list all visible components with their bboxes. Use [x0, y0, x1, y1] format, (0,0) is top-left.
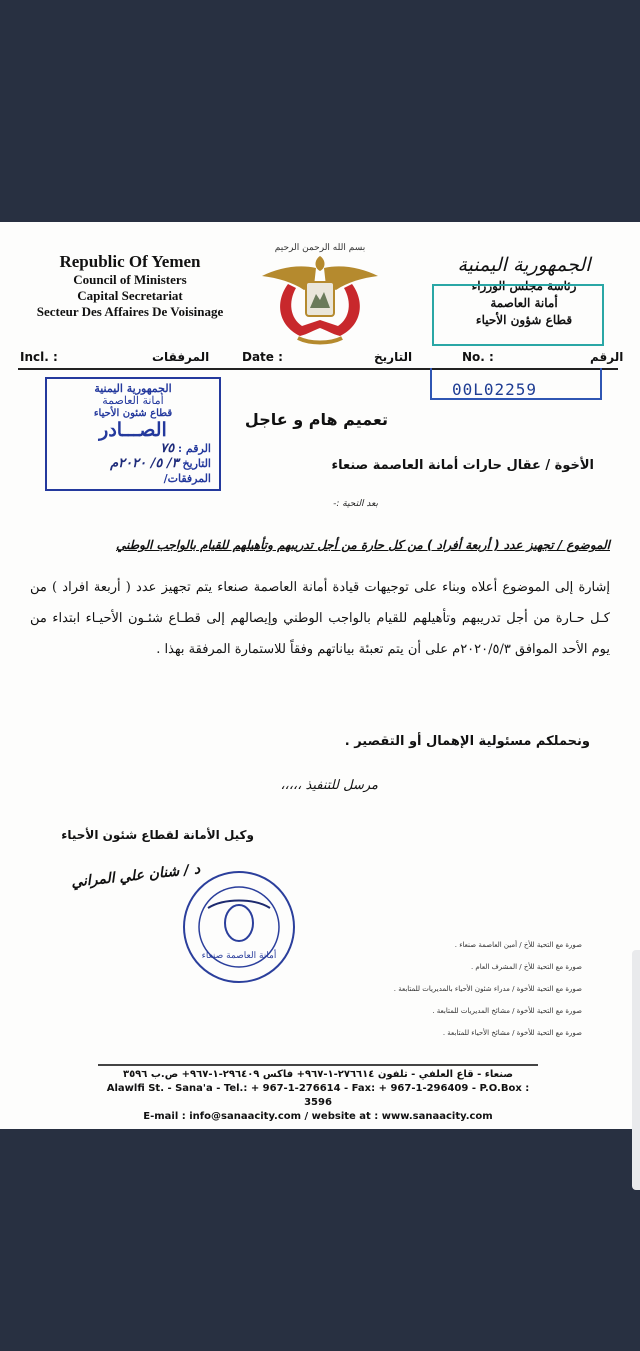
letterhead-secretariat-ar: أمانة العاصمة: [490, 296, 558, 310]
meta-line: [18, 346, 624, 370]
footer-address-en: Alawlfi St. - Sana'a - Tel.: + 967-1-276614 - Fax: + 967-1-296409 - P.O.Box : 3596: [106, 1083, 530, 1108]
footer-contact: E-mail : info@sanaacity.com / website at : www.sanaacity.com: [143, 1111, 493, 1122]
stamp-outgoing: الصـــادر: [99, 419, 167, 441]
official-round-stamp: [180, 868, 298, 986]
letter-document: [0, 222, 640, 1129]
attachments-label-ar: المرفقات: [152, 350, 210, 364]
circular-title: تعميم هام و عاجل: [244, 410, 388, 429]
scrollbar[interactable]: [632, 950, 640, 1190]
stamp-number-row: [47, 441, 219, 456]
letterhead-country-ar: الجمهورية اليمنية: [457, 254, 591, 276]
copy-item: صورة مع التحية للأخوة / مشائخ الأحياء للمتابعة .: [442, 1029, 582, 1037]
stamp-date-row: [47, 456, 219, 471]
footer: [98, 1068, 538, 1124]
greeting: بعد التحية :-: [333, 499, 378, 509]
footer-address-ar: صنعاء - قاع العلفي - تلفون ٢٧٦٦١٤-١-٩٦٧+ فاكس ٢٩٦٤٠٩-١-٩٦٧+ ص.ب ٣٥٩٦: [122, 1069, 514, 1080]
stamp-number-label: الرقم :: [178, 442, 211, 455]
stamp-date-label: التاريخ: [182, 457, 211, 470]
stamp-text: أمانة العاصمة صنعاء: [201, 951, 277, 961]
header-frame: [432, 284, 604, 346]
copies-list: [322, 934, 582, 1044]
stamp-emblem: [225, 905, 253, 941]
letter-body: إشارة إلى الموضوع أعلاه وبناء على توجيهات قيادة أمانة العاصمة صنعاء يتم تجهيز عدد ( أربعة افراد ) من كـل حـارة من أجل تدريبهم وتأهيلهم للقيام بالواجب الوطني وإيصالهم إلى قطـاع شئـون الأحيـاء ابتداء من يوم الأحد الموافق ٢٠٢٠/٥/٣م على أن يتم تعبئة بياناتهم وفقاً للاستمارة المرفقة بهذا .: [30, 580, 610, 657]
date-label: Date :: [242, 350, 283, 364]
stamp-sector: قطاع شئون الأحياء: [93, 408, 173, 419]
eagle-head: [316, 256, 325, 271]
sendoff: مرسل للتنفيذ ،،،،،: [280, 778, 378, 793]
copy-item: صورة مع التحية للأخ / المشرف العام .: [470, 963, 582, 971]
stamp-outer-ring: [184, 872, 294, 982]
copy-item: صورة مع التحية للأخوة / مشائخ المديريات للمتابعة .: [432, 1007, 582, 1015]
letterhead-sector: Secteur Des Affaires De Voisinage: [36, 304, 224, 319]
english-letterhead: [20, 252, 240, 320]
stamp-number-value: ٧٥: [160, 441, 175, 456]
incl-label: Incl. :: [20, 350, 58, 364]
date-label-ar: التاريخ: [374, 350, 413, 364]
emblem-shield: [306, 282, 334, 316]
subject-line: الموضوع / تجهيز عدد ( أربعة أفراد ) من كل حارة من أجل تدريبهم وتأهيلهم للقيام بالواجب الوطني: [116, 538, 610, 552]
footer-rule: [98, 1064, 538, 1066]
number-label: No. :: [462, 350, 494, 364]
copy-item: صورة مع التحية للأخوة / مدراء شئون الأحياء بالمديريات للمتابعة .: [393, 985, 582, 993]
letterhead-country: Republic Of Yemen: [59, 252, 201, 271]
emblem-scroll: [298, 338, 342, 343]
emblem-inscription: بسم الله الرحمن الرحيم: [274, 243, 366, 253]
outgoing-stamp: [45, 377, 221, 491]
copy-item: صورة مع التحية للأخ / أمين العاصمة صنعاء .: [454, 941, 582, 949]
letterhead-council: Council of Ministers: [73, 272, 187, 287]
signatory-title: وكيل الأمانة لقطاع شئون الأحياء: [61, 828, 254, 842]
signatory-name: د / شنان علي المراني: [70, 861, 201, 891]
letterhead-council-ar: رئاسة مجلس الوزراء: [471, 279, 577, 293]
addressee: الأخوة / عقال حارات أمانة العاصمة صنعاء: [331, 458, 594, 473]
letterhead-sector-ar: قطاع شؤون الأحياء: [475, 313, 573, 327]
stamp-date-value: ٣/ ٥/ ٢٠٢٠م: [110, 456, 179, 471]
stamp-secretariat: أمانة العاصمة: [102, 394, 164, 407]
responsibility-warning: ونحملكم مسئولية الإهمال أو التقصير .: [344, 734, 590, 749]
yemen-eagle-emblem: [258, 238, 382, 348]
stamp-attachments-row: المرفقات/: [163, 472, 211, 485]
stamp-country: الجمهورية اليمنية: [94, 382, 172, 395]
reference-number: 00L02259: [452, 380, 538, 399]
number-label-ar: الرقم: [590, 350, 624, 364]
letterhead-secretariat: Capital Secretariat: [77, 288, 183, 303]
